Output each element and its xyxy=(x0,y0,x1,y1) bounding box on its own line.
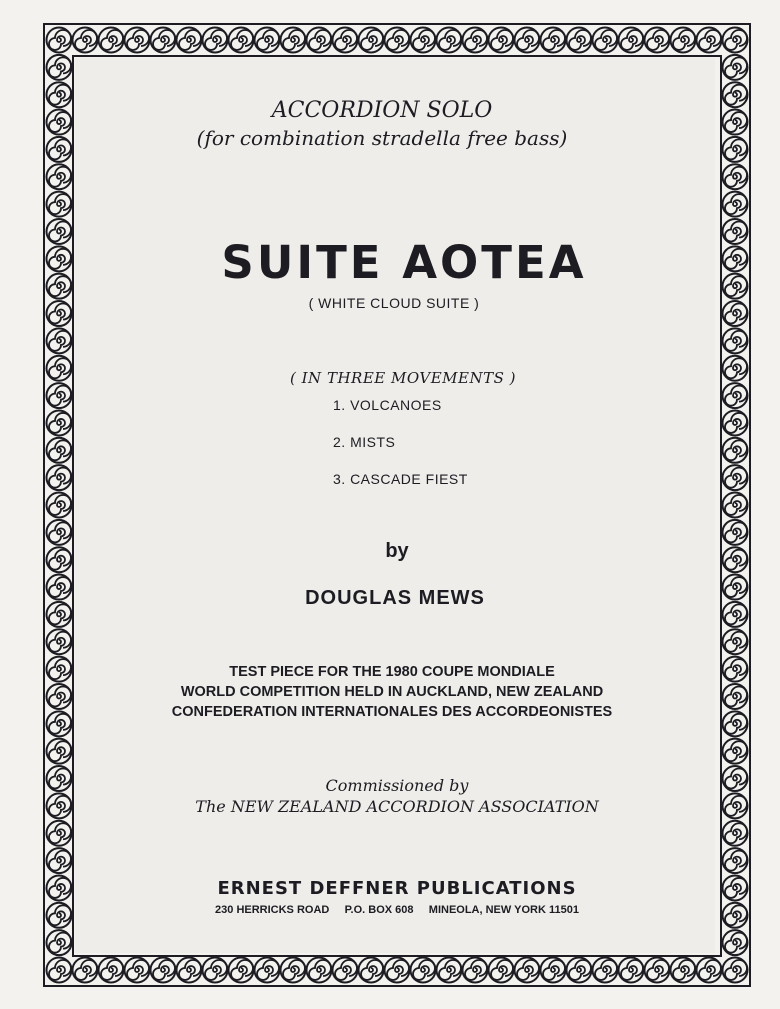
movement-item: 1. VOLCANOES xyxy=(333,397,442,413)
commission-label: Commissioned by xyxy=(325,776,469,795)
by-label: by xyxy=(385,540,409,562)
spiral-ornament xyxy=(47,493,72,518)
spiral-ornament xyxy=(463,28,488,53)
spiral-ornament xyxy=(47,821,72,846)
publisher-address: 230 HERRICKS ROAD P.O. BOX 608 MINEOLA, NEW YORK 11501 xyxy=(215,904,579,916)
spiral-ornament xyxy=(203,958,228,983)
spiral-ornament xyxy=(229,28,254,53)
composer-name: DOUGLAS MEWS xyxy=(305,587,485,609)
spiral-ornament xyxy=(255,28,280,53)
spiral-ornament xyxy=(47,164,72,189)
spiral-ornament xyxy=(619,28,644,53)
spiral-ornament xyxy=(411,28,436,53)
test-piece-line: WORLD COMPETITION HELD IN AUCKLAND, NEW ZEALAND xyxy=(180,684,604,700)
spiral-ornament xyxy=(203,28,228,53)
spiral-ornament xyxy=(515,28,540,53)
spiral-ornament xyxy=(697,958,722,983)
spiral-ornament xyxy=(489,958,514,983)
spiral-ornament xyxy=(723,493,748,518)
spiral-ornament xyxy=(47,192,72,217)
spiral-ornament xyxy=(723,821,748,846)
spiral-ornament xyxy=(47,28,72,53)
spiral-ornament xyxy=(307,28,332,53)
spiral-ornament xyxy=(47,328,72,353)
spiral-ornament xyxy=(567,28,592,53)
cover-panel xyxy=(75,58,715,953)
spiral-ornament xyxy=(385,958,410,983)
spiral-ornament xyxy=(385,28,410,53)
page-title: SUITE AOTEA xyxy=(221,236,587,289)
page-subtitle: ( WHITE CLOUD SUITE ) xyxy=(308,295,480,311)
spiral-ornament xyxy=(281,28,306,53)
movement-item: 2. MISTS xyxy=(333,434,396,450)
spiral-ornament xyxy=(723,465,748,490)
spiral-ornament xyxy=(177,28,202,53)
spiral-ornament xyxy=(411,958,436,983)
spiral-ornament xyxy=(47,958,72,983)
instrument-subheading: (for combination stradella free bass) xyxy=(196,126,568,150)
spiral-ornament xyxy=(307,958,332,983)
spiral-ornament xyxy=(125,28,150,53)
spiral-ornament xyxy=(281,958,306,983)
spiral-ornament xyxy=(73,28,98,53)
spiral-ornament xyxy=(515,958,540,983)
spiral-ornament xyxy=(723,164,748,189)
spiral-ornament xyxy=(47,629,72,654)
spiral-ornament xyxy=(359,28,384,53)
spiral-ornament xyxy=(723,438,748,463)
spiral-ornament xyxy=(723,629,748,654)
spiral-ornament xyxy=(723,958,748,983)
spiral-ornament xyxy=(359,958,384,983)
spiral-ornament xyxy=(593,28,618,53)
spiral-ornament xyxy=(255,958,280,983)
spiral-ornament xyxy=(463,958,488,983)
spiral-ornament xyxy=(723,848,748,873)
spiral-ornament xyxy=(645,958,670,983)
spiral-ornament xyxy=(99,958,124,983)
spiral-ornament xyxy=(723,192,748,217)
spiral-ornament xyxy=(723,739,748,764)
spiral-ornament xyxy=(619,958,644,983)
spiral-ornament xyxy=(723,55,748,80)
spiral-ornament xyxy=(697,28,722,53)
spiral-ornament xyxy=(47,465,72,490)
spiral-ornament xyxy=(671,28,696,53)
movements-heading: ( IN THREE MOVEMENTS ) xyxy=(290,369,516,387)
spiral-ornament xyxy=(47,739,72,764)
movement-item: 3. CASCADE FIEST xyxy=(333,471,468,487)
spiral-ornament xyxy=(489,28,514,53)
spiral-ornament xyxy=(333,958,358,983)
publisher-name: ERNEST DEFFNER PUBLICATIONS xyxy=(217,878,577,899)
spiral-ornament xyxy=(47,848,72,873)
spiral-ornament xyxy=(333,28,358,53)
spiral-ornament xyxy=(47,55,72,80)
instrument-heading: ACCORDION SOLO xyxy=(271,98,493,123)
test-piece-line: TEST PIECE FOR THE 1980 COUPE MONDIALE xyxy=(229,664,555,680)
spiral-ornament xyxy=(177,958,202,983)
spiral-ornament xyxy=(645,28,670,53)
spiral-ornament xyxy=(723,328,748,353)
spiral-ornament xyxy=(541,28,566,53)
spiral-ornament xyxy=(125,958,150,983)
spiral-ornament xyxy=(723,930,748,955)
spiral-ornament xyxy=(593,958,618,983)
spiral-ornament xyxy=(723,410,748,435)
spiral-ornament xyxy=(47,410,72,435)
spiral-ornament xyxy=(73,958,98,983)
spiral-ornament xyxy=(723,28,748,53)
spiral-ornament xyxy=(229,958,254,983)
test-piece-line: CONFEDERATION INTERNATIONALES DES ACCORDEONISTES xyxy=(171,704,613,720)
spiral-ornament xyxy=(47,438,72,463)
spiral-ornament xyxy=(151,28,176,53)
spiral-ornament xyxy=(671,958,696,983)
commissioning-organization: The NEW ZEALAND ACCORDION ASSOCIATION xyxy=(195,797,599,816)
spiral-ornament xyxy=(151,958,176,983)
spiral-ornament xyxy=(437,958,462,983)
spiral-ornament xyxy=(437,28,462,53)
spiral-ornament xyxy=(47,930,72,955)
spiral-ornament xyxy=(567,958,592,983)
spiral-ornament xyxy=(541,958,566,983)
spiral-ornament xyxy=(99,28,124,53)
